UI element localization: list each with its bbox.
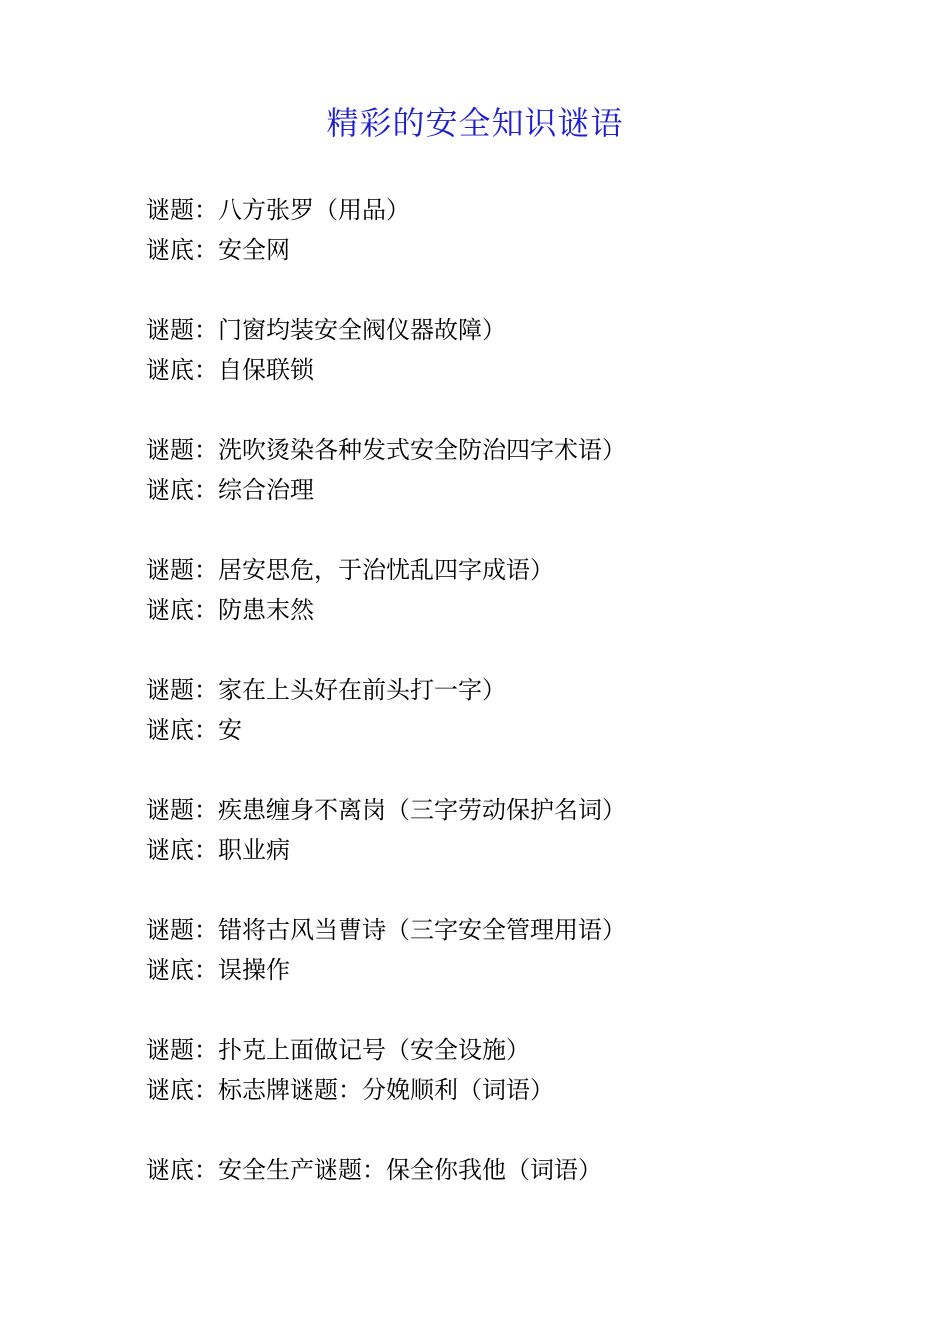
riddle-question-6: 谜题：疾患缠身不离岗（三字劳动保护名词） xyxy=(146,796,626,824)
riddle-answer-3: 谜底：综合治理 xyxy=(146,476,314,504)
riddle-answer-6: 谜底：职业病 xyxy=(146,836,290,864)
blank-line xyxy=(146,510,866,550)
riddle-question-2: 谜题：门窗均装安全阀仪器故障） xyxy=(146,316,506,344)
blank-line xyxy=(146,990,866,1030)
riddle-answer-8: 谜底：标志牌谜题：分娩顺利（词语） xyxy=(146,1076,554,1104)
blank-line xyxy=(146,750,866,790)
riddle-answer-4: 谜底：防患末然 xyxy=(146,596,314,624)
riddle-answer-1: 谜底：安全网 xyxy=(146,236,290,264)
riddle-answer-2: 谜底：自保联锁 xyxy=(146,356,314,384)
document-title: 精彩的安全知识谜语 xyxy=(326,104,624,142)
riddle-answer-7: 谜底：误操作 xyxy=(146,956,290,984)
riddle-question-4: 谜题：居安思危，于治忧乱四字成语） xyxy=(146,556,554,584)
riddle-answer-9: 谜底：安全生产谜题：保全你我他（词语） xyxy=(146,1156,602,1184)
riddle-list xyxy=(146,190,866,1190)
riddle-question-8: 谜题：扑克上面做记号（安全设施） xyxy=(146,1036,530,1064)
blank-line xyxy=(146,630,866,670)
riddle-question-1: 谜题：八方张罗（用品） xyxy=(146,196,410,224)
riddle-question-3: 谜题：洗吹烫染各种发式安全防治四字术语） xyxy=(146,436,626,464)
riddle-question-7: 谜题：错将古风当曹诗（三字安全管理用语） xyxy=(146,916,626,944)
blank-line xyxy=(146,1110,866,1150)
blank-line xyxy=(146,390,866,430)
riddle-answer-5: 谜底：安 xyxy=(146,716,242,744)
riddle-question-5: 谜题：家在上头好在前头打一字） xyxy=(146,676,506,704)
blank-line xyxy=(146,270,866,310)
blank-line xyxy=(146,870,866,910)
